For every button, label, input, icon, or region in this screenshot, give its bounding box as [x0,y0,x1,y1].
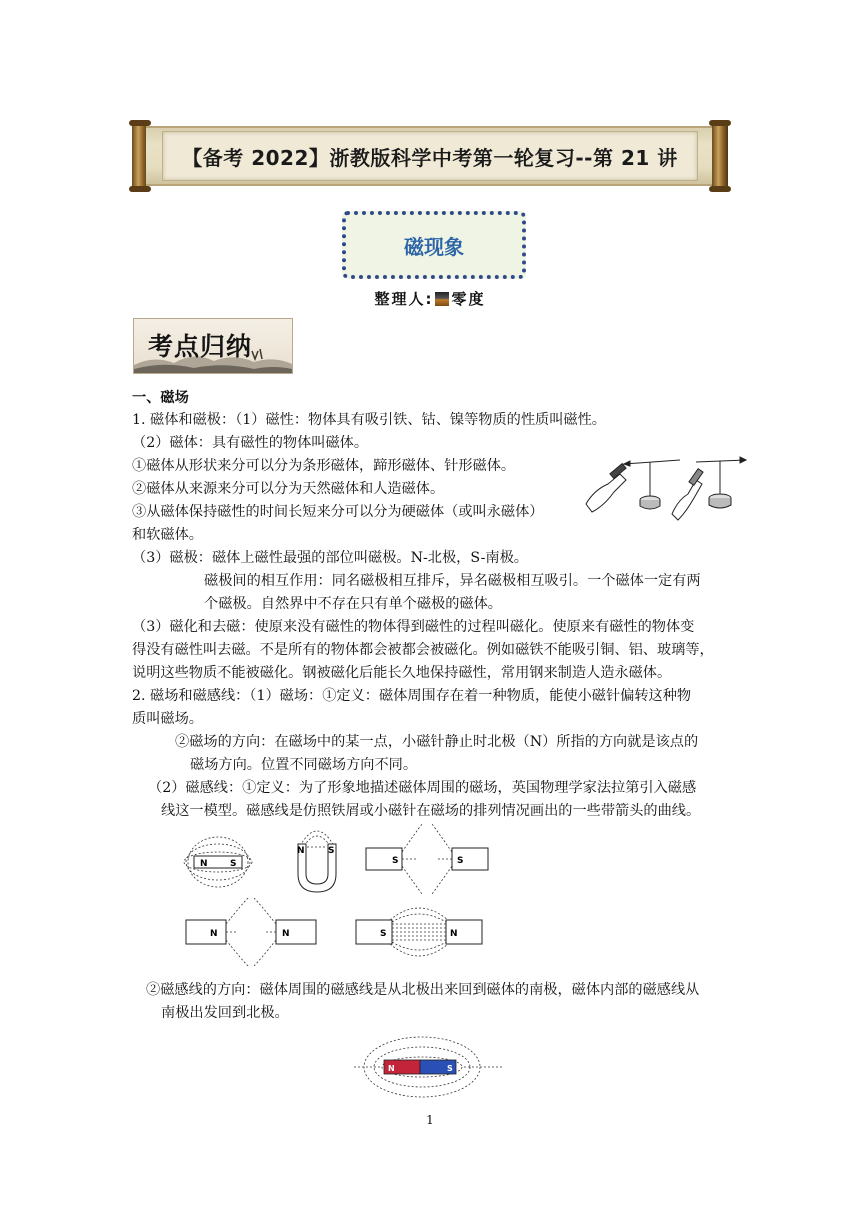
compass-needle-illustration [580,450,750,522]
body-line: ②磁场的方向：在磁场中的某一点，小磁针静止时北极（N）所指的方向就是该点的 [175,734,699,750]
pole-label-s: S [392,856,399,866]
scroll-rod-right [712,122,728,190]
body-line: 说明这些物质不能被磁化。钢被磁化后能长久地保持磁性，常用钢来制造人造永磁体。 [132,665,672,681]
section-heading: 一、磁场 [132,390,189,406]
body-line: 和软磁体。 [132,527,203,543]
pole-label-s: S [380,929,387,939]
document-title: 【备考 2022】浙教版科学中考第一轮复习--第 21 讲 [182,145,678,170]
pole-label-s: S [328,846,335,856]
body-line: （3）磁极：磁体上磁性最强的部位叫磁极。N-北极，S-南极。 [132,550,528,566]
field-line-diagram-bar-and-horseshoe [180,822,490,897]
pole-label-n: N [450,929,458,939]
pole-label-n: N [297,846,305,856]
author-line [0,288,860,309]
author-name: 零度 [451,290,486,308]
pole-label-s: S [447,1064,453,1073]
body-line: 质叫磁场。 [132,711,203,727]
body-line: 1. 磁体和磁极：（1）磁性：物体具有吸引铁、钴、镍等物质的性质叫磁性。 [132,412,606,428]
pole-label-n: N [210,929,218,939]
title-scroll-banner [132,122,728,190]
body-line: 个磁极。自然界中不存在只有单个磁极的磁体。 [204,596,502,612]
body-line: 磁极间的相互作用：同名磁极相互排斥，异名磁极相互吸引。一个磁体一定有两 [204,573,701,589]
topic-title: 磁现象 [404,234,464,259]
body-line: （2）磁感线：①定义：为了形象地描述磁体周围的磁场，英国物理学家法拉第引入磁感 [148,780,697,796]
body-line: ③从磁体保持磁性的时间长短来分可以分为硬磁体（或叫永磁体） [132,504,544,520]
section-badge-label: 考点归纳 [148,332,253,361]
pole-label-s: S [230,859,237,869]
body-line: 磁场方向。位置不同磁场方向不同。 [190,757,418,773]
field-line-diagram-bar-magnet-colored [352,1030,512,1108]
page-number: 1 [426,1113,434,1127]
body-line: ②磁感线的方向：磁体周围的磁感线是从北极出来回到磁体的南极，磁体内部的磁感线从 [146,982,700,998]
body-line: 南极出发回到北极。 [161,1005,289,1021]
pole-label-s: S [457,856,464,866]
pole-label-n: N [200,859,208,869]
pole-label-n: N [282,929,290,939]
body-line: ②磁体从来源来分可以分为天然磁体和人造磁体。 [132,481,445,497]
author-label: 整理人: [374,290,434,308]
body-line: （2）磁体：具有磁性的物体叫磁体。 [132,435,369,451]
section-badge [133,318,293,374]
body-line: （3）磁化和去磁：使原来没有磁性的物体得到磁性的过程叫磁化。使原来有磁性的物体变 [132,619,695,635]
topic-box [342,211,526,279]
title-box [162,131,698,181]
body-line: 线这一模型。磁感线是仿照铁屑或小磁针在磁场的排列情况画出的一些带箭头的曲线。 [161,803,701,819]
body-line: ①磁体从形状来分可以分为条形磁体，蹄形磁体、针形磁体。 [132,458,516,474]
author-avatar-icon [435,292,449,306]
body-line: 得没有磁性叫去磁。不是所有的物体都会被都会被磁化。例如磁铁不能吸引铜、铝、玻璃等， [132,642,714,658]
field-line-diagram-pole-pairs [184,898,484,966]
body-line: 2. 磁场和磁感线：（1）磁场：①定义：磁体周围存在着一种物质，能使小磁针偏转这种物 [132,688,692,704]
pole-label-n: N [388,1064,395,1073]
